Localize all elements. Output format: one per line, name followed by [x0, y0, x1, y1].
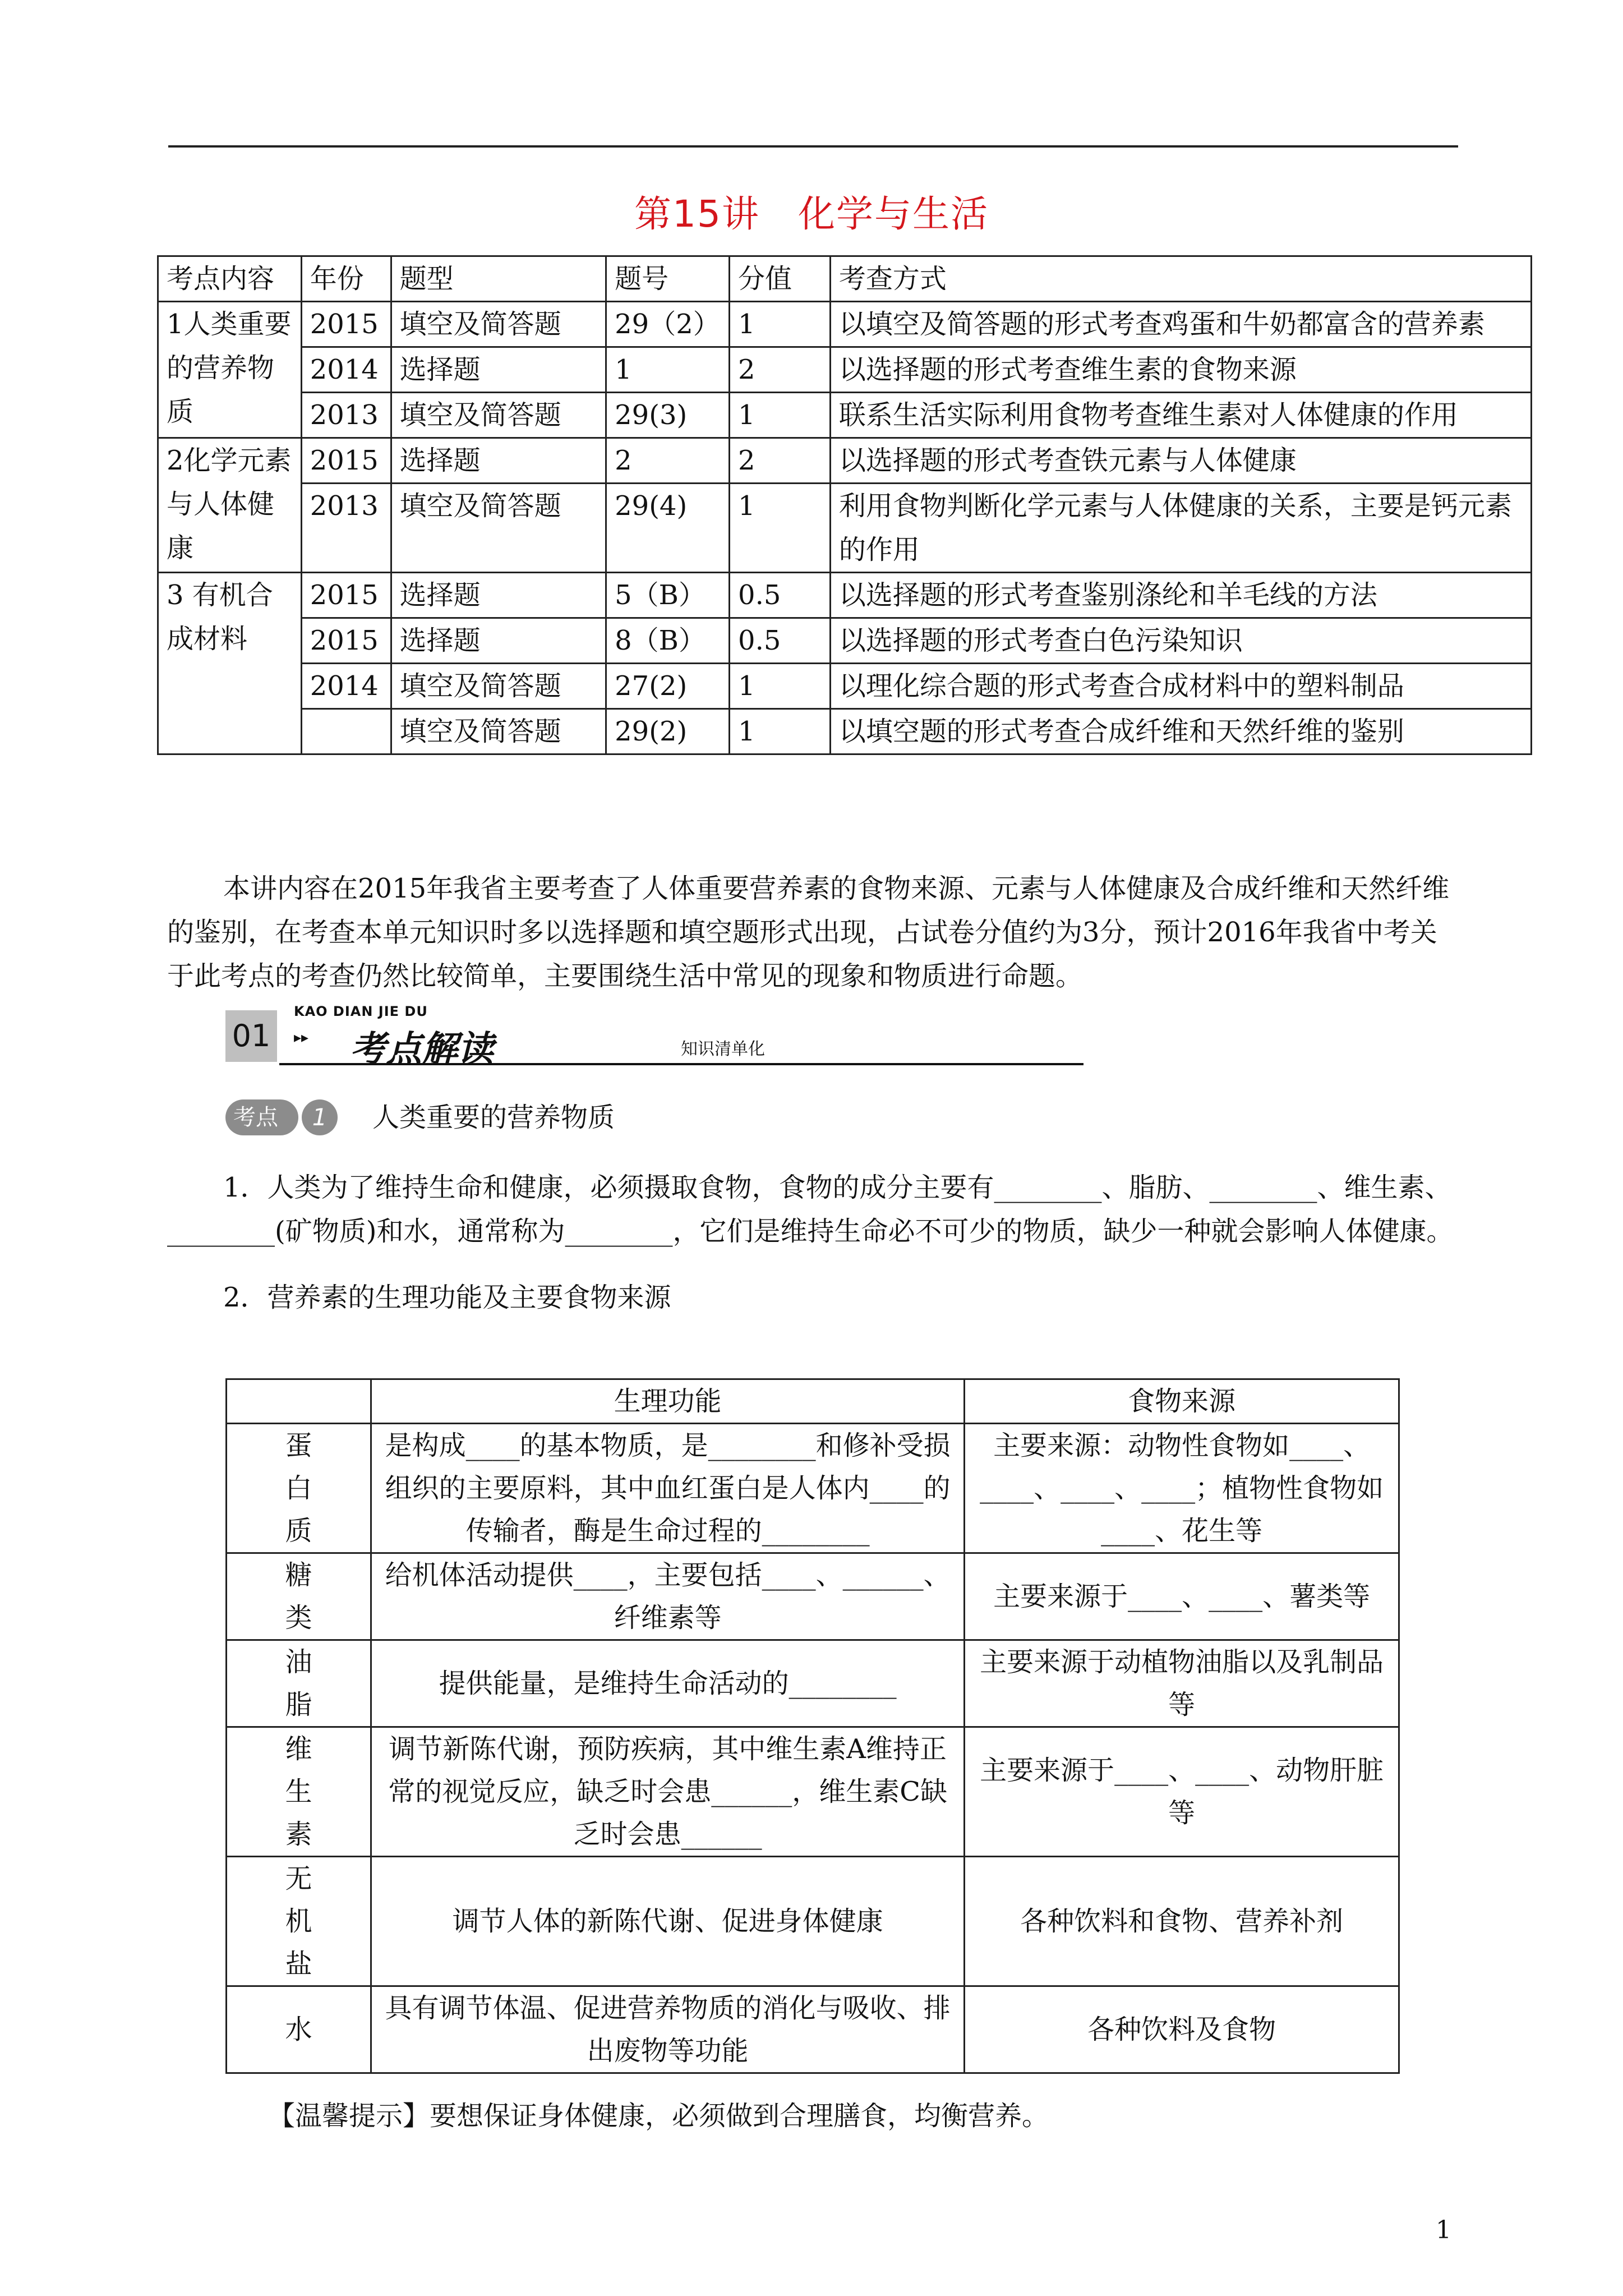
- year-cell: 2015: [301, 573, 391, 618]
- kaodian-label: 人类重要的营养物质: [372, 1102, 615, 1133]
- type-cell: 填空及简答题: [391, 484, 606, 573]
- type-cell: 选择题: [391, 438, 606, 484]
- section-english-title: KAO DIAN JIE DU: [294, 1004, 428, 1019]
- kaodian-number-badge: 1: [302, 1099, 338, 1135]
- type-cell: 选择题: [391, 573, 606, 618]
- table-row: [158, 664, 1532, 709]
- number-cell: 29(2): [606, 709, 730, 754]
- score-cell: 2: [730, 438, 831, 484]
- year-cell: 2015: [301, 618, 391, 664]
- number-cell: 2: [606, 438, 730, 484]
- table-header-row: [227, 1379, 1399, 1424]
- page-title: 第15讲 化学与生活: [634, 192, 989, 236]
- function-cell: 给机体活动提供____，主要包括____、______、纤维素等: [371, 1553, 964, 1640]
- table-row: [227, 1424, 1399, 1553]
- year-cell: 2014: [301, 347, 391, 393]
- number-cell: 29(4): [606, 484, 730, 573]
- score-cell: 2: [730, 347, 831, 393]
- function-cell: 是构成____的基本物质，是________和修补受损组织的主要原料，其中血红蛋白是人体内____的传输者，酶是生命过程的________: [371, 1424, 964, 1553]
- function-cell: 调节人体的新陈代谢、促进身体健康: [371, 1857, 964, 1986]
- nutrient-name-cell: 水: [227, 1986, 371, 2073]
- section-subtitle: 知识清单化: [681, 1039, 765, 1059]
- score-cell: 1: [730, 393, 831, 438]
- method-cell: 以选择题的形式考查鉴别涤纶和羊毛线的方法: [830, 573, 1531, 618]
- page-number: 1: [1436, 2216, 1451, 2244]
- score-cell: 1: [730, 302, 831, 347]
- number-cell: 29(3): [606, 393, 730, 438]
- summary-paragraph: 本讲内容在2015年我省主要考查了人体重要营养素的食物来源、元素与人体健康及合成纤维和天然纤维的鉴别，在考查本单元知识时多以选择题和填空题形式出现，占试卷分值约为3分，预计2016年我省中考关于此考点的考查仍然比较简单，主要围绕生活中常见的现象和物质进行命题。: [167, 873, 1450, 992]
- year-cell: 2013: [301, 484, 391, 573]
- year-cell: [301, 709, 391, 754]
- nutrient-name-cell: 蛋白质: [227, 1424, 371, 1553]
- year-cell: 2015: [301, 438, 391, 484]
- topic-cell: 2化学元素与人体健康: [158, 438, 302, 573]
- score-cell: 0.5: [730, 573, 831, 618]
- nutrient-name-cell: 无机盐: [227, 1857, 371, 1986]
- number-cell: 8（B）: [606, 618, 730, 664]
- source-cell: 各种饮料和食物、营养补剂: [965, 1857, 1399, 1986]
- table-row: [227, 1727, 1399, 1857]
- method-cell: 以填空及简答题的形式考查鸡蛋和牛奶都富含的营养素: [830, 302, 1531, 347]
- header-rule: [168, 145, 1458, 148]
- type-cell: 选择题: [391, 618, 606, 664]
- table-row: [158, 438, 1532, 484]
- nutrient-name-cell: 维生素: [227, 1727, 371, 1857]
- method-cell: 以选择题的形式考查铁元素与人体健康: [830, 438, 1531, 484]
- table-row: [227, 1986, 1399, 2073]
- section-underline: [279, 1063, 1083, 1065]
- function-cell: 提供能量，是维持生命活动的________: [371, 1640, 964, 1727]
- source-cell: 主要来源于____、____、薯类等: [965, 1553, 1399, 1640]
- number-cell: 29（2）: [606, 302, 730, 347]
- section-title: 考点解读: [350, 1029, 494, 1070]
- double-arrow-icon: ▸▸: [294, 1029, 309, 1046]
- nutrient-name-cell: 糖类: [227, 1553, 371, 1640]
- type-cell: 填空及简答题: [391, 664, 606, 709]
- table-row: [158, 302, 1532, 347]
- nutrient-table: [225, 1378, 1400, 2074]
- source-cell: 主要来源：动物性食物如____、____、____、____；植物性食物如____、花生等: [965, 1424, 1399, 1553]
- header-cell: 考查方式: [830, 256, 1531, 302]
- score-cell: 1: [730, 484, 831, 573]
- table-header-row: [158, 256, 1532, 302]
- table-row: [158, 709, 1532, 754]
- section-banner: [225, 1004, 859, 1070]
- table-row: [227, 1640, 1399, 1727]
- table-row: [158, 484, 1532, 573]
- header-cell: 题号: [606, 256, 730, 302]
- function-cell: 具有调节体温、促进营养物质的消化与吸收、排出废物等功能: [371, 1986, 964, 2073]
- kaodian-badge: 考点: [225, 1099, 298, 1135]
- source-cell: 主要来源于____、____、动物肝脏等: [965, 1727, 1399, 1857]
- method-cell: 以选择题的形式考查白色污染知识: [830, 618, 1531, 664]
- nutrient-name-cell: 油脂: [227, 1640, 371, 1727]
- table-row: [158, 347, 1532, 393]
- question-paragraph-2: 2．营养素的生理功能及主要食物来源: [223, 1282, 671, 1313]
- header-cell: 题型: [391, 256, 606, 302]
- topic-cell: 1人类重要的营养物质: [158, 302, 302, 438]
- header-cell: 生理功能: [371, 1379, 964, 1424]
- exam-analysis-table: [157, 255, 1532, 755]
- header-cell: [227, 1379, 371, 1424]
- number-cell: 27(2): [606, 664, 730, 709]
- method-cell: 联系生活实际利用食物考查维生素对人体健康的作用: [830, 393, 1531, 438]
- type-cell: 选择题: [391, 347, 606, 393]
- tip-note: 【温馨提示】要想保证身体健康，必须做到合理膳食，均衡营养。: [268, 2100, 1049, 2132]
- type-cell: 填空及简答题: [391, 709, 606, 754]
- number-cell: 1: [606, 347, 730, 393]
- number-cell: 5（B）: [606, 573, 730, 618]
- question-paragraph-1: 1．人类为了维持生命和健康，必须摄取食物，食物的成分主要有________、脂肪、________、维生素、________(矿物质)和水，通常称为________，它们是维持生命必不可少的物质，缺少一种就会影响人体健康。: [167, 1172, 1454, 1247]
- year-cell: 2015: [301, 302, 391, 347]
- header-cell: 分值: [730, 256, 831, 302]
- header-cell: 年份: [301, 256, 391, 302]
- table-row: [227, 1553, 1399, 1640]
- table-row: [158, 393, 1532, 438]
- section-number: 01: [225, 1010, 277, 1062]
- table-row: [158, 618, 1532, 664]
- header-cell: 食物来源: [965, 1379, 1399, 1424]
- topic-cell: 3 有机合成材料: [158, 573, 302, 754]
- type-cell: 填空及简答题: [391, 302, 606, 347]
- source-cell: 主要来源于动植物油脂以及乳制品等: [965, 1640, 1399, 1727]
- year-cell: 2013: [301, 393, 391, 438]
- table-row: [227, 1857, 1399, 1986]
- table-row: [158, 573, 1532, 618]
- method-cell: 以选择题的形式考查维生素的食物来源: [830, 347, 1531, 393]
- score-cell: 1: [730, 709, 831, 754]
- source-cell: 各种饮料及食物: [965, 1986, 1399, 2073]
- header-cell: 考点内容: [158, 256, 302, 302]
- method-cell: 以理化综合题的形式考查合成材料中的塑料制品: [830, 664, 1531, 709]
- method-cell: 利用食物判断化学元素与人体健康的关系，主要是钙元素的作用: [830, 484, 1531, 573]
- score-cell: 0.5: [730, 618, 831, 664]
- function-cell: 调节新陈代谢，预防疾病，其中维生素A维持正常的视觉反应，缺乏时会患______，维生素C缺乏时会患______: [371, 1727, 964, 1857]
- method-cell: 以填空题的形式考查合成纤维和天然纤维的鉴别: [830, 709, 1531, 754]
- year-cell: 2014: [301, 664, 391, 709]
- score-cell: 1: [730, 664, 831, 709]
- type-cell: 填空及简答题: [391, 393, 606, 438]
